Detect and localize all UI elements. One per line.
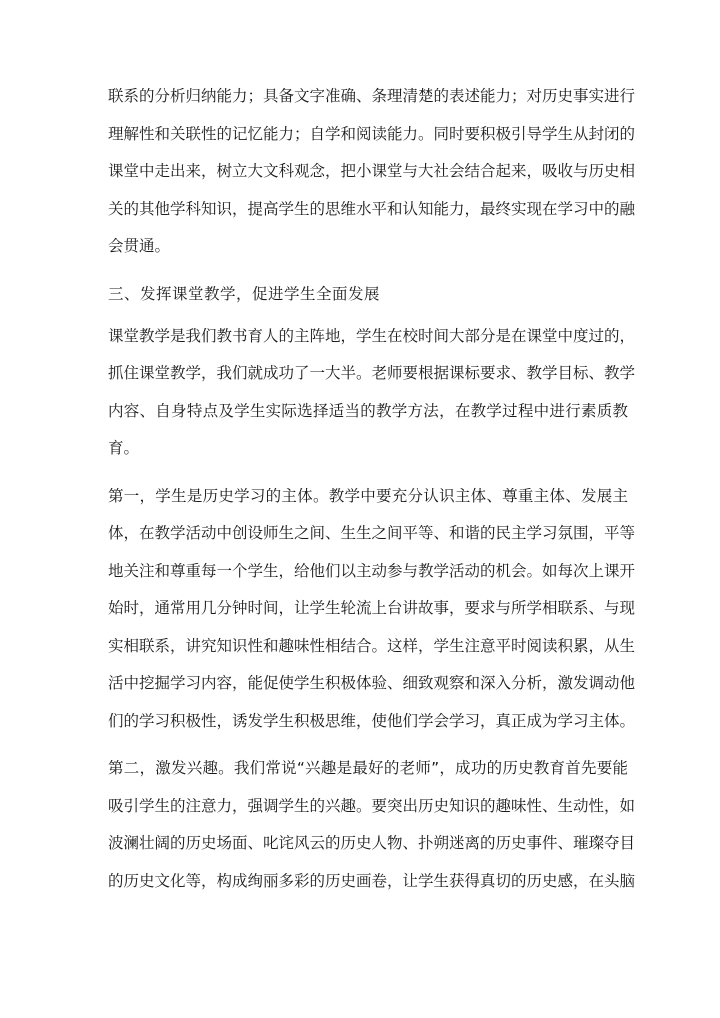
- text-line: 始时，通常用几分钟时间，让学生轮流上台讲故事，要求与所学相联系、与现: [108, 599, 636, 617]
- text-line: 理解性和关联性的记忆能力；自学和阅读能力。同时要积极引导学生从封闭的: [108, 125, 636, 143]
- text-line: 们的学习积极性，诱发学生积极思维，使他们学会学习，真正成为学习主体。: [108, 712, 636, 730]
- text-line: 活中挖掘学习内容，能促使学生积极体验、细致观察和深入分析，激发调动他: [108, 674, 636, 692]
- text-line: 课堂教学是我们教书育人的主阵地，学生在校时间大部分是在课堂中度过的，: [108, 327, 636, 345]
- text-line: 第一，学生是历史学习的主体。教学中要充分认识主体、尊重主体、发展主: [108, 487, 628, 505]
- text-line: 联系的分析归纳能力；具备文字准确、条理清楚的表述能力；对历史事实进行: [108, 87, 636, 105]
- text-line: 实相联系，讲究知识性和趣味性相结合。这样，学生注意平时阅读积累，从生: [108, 637, 636, 655]
- text-line: 课堂中走出来，树立大文科观念，把小课堂与大社会结合起来，吸收与历史相: [108, 162, 636, 180]
- text-line: 的历史文化等，构成绚丽多彩的历史画卷，让学生获得真切的历史感，在头脑: [108, 872, 636, 890]
- text-line: 关的其他学科知识，提高学生的思维水平和认知能力，最终实现在学习中的融: [108, 200, 636, 218]
- text-line: 抓住课堂教学，我们就成功了一大半。老师要根据课标要求、教学目标、教学: [108, 364, 636, 382]
- text-line: 体，在教学活动中创设师生之间、生生之间平等、和谐的民主学习氛围，平等: [108, 524, 636, 542]
- text-line: 内容、自身特点及学生实际选择适当的教学方法，在教学过程中进行素质教: [108, 402, 628, 420]
- text-line: 育。: [108, 439, 140, 457]
- text-line: 第二，激发兴趣。我们常说“兴趣是最好的老师”，成功的历史教育首先要能: [108, 759, 628, 777]
- text-line: 地关注和尊重每一个学生，给他们以主动参与教学活动的机会。如每次上课开: [108, 562, 636, 580]
- text-line: 吸引学生的注意力，强调学生的兴趣。要突出历史知识的趣味性、生动性，如: [108, 797, 636, 815]
- text-line: 波澜壮阔的历史场面、叱诧风云的历史人物、扑朔迷离的历史事件、璀璨夺目: [108, 834, 636, 852]
- text-line: 会贯通。: [108, 237, 171, 255]
- section-heading: 三、发挥课堂教学，促进学生全面发展: [108, 285, 381, 303]
